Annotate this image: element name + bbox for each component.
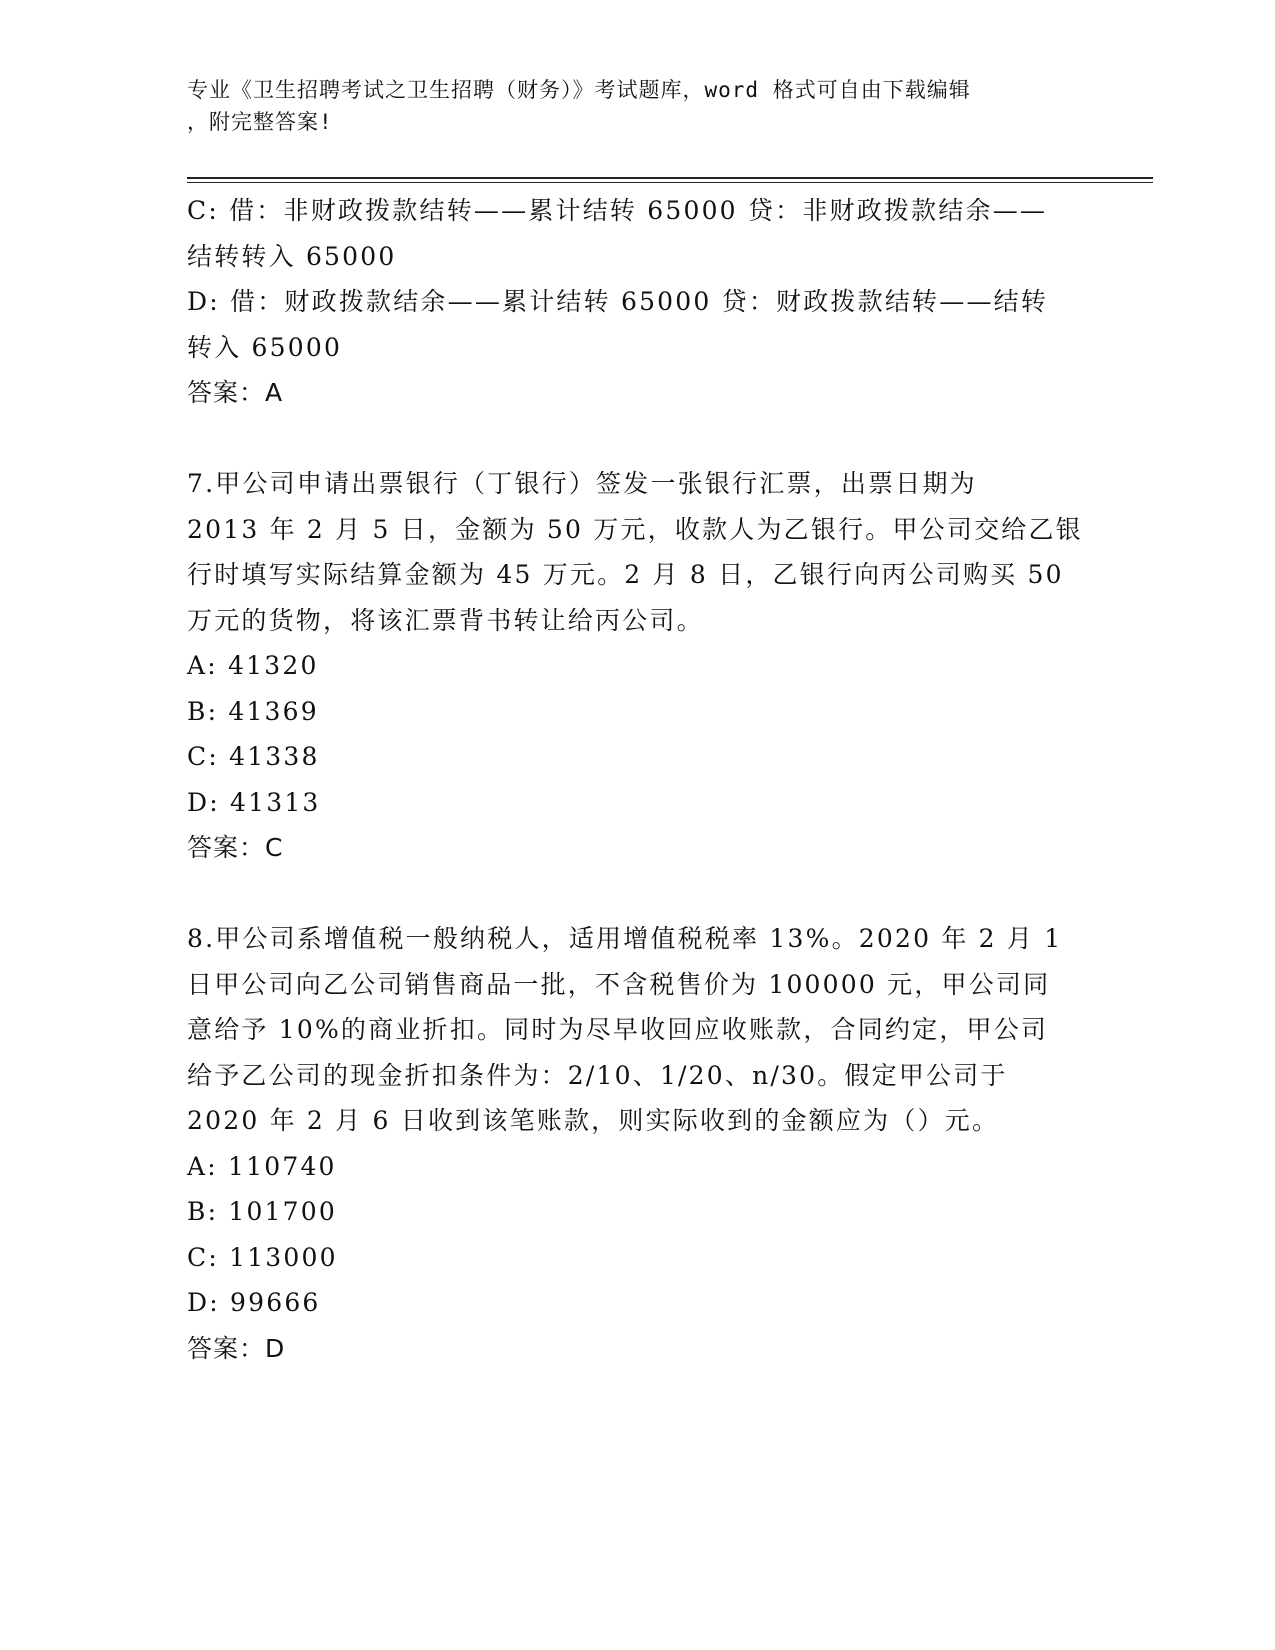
header-rule-thick: [187, 177, 1153, 179]
answer-line: 答案：A: [187, 378, 284, 407]
question-stem-line: 给予乙公司的现金折扣条件为：2/10、1/20、n/30。假定甲公司于: [187, 1060, 1008, 1090]
question-stem-line: 意给予 10%的商业折扣。同时为尽早收回应收账款，合同约定，甲公司: [187, 1015, 1049, 1044]
question-stem-line: 7.甲公司申请出票银行（丁银行）签发一张银行汇票，出票日期为: [187, 469, 977, 498]
option-a: A: 110740: [187, 1151, 337, 1181]
answer-line: 答案：D: [187, 1333, 286, 1363]
question-stem-line: 万元的货物，将该汇票背书转让给丙公司。: [187, 605, 704, 635]
question-stem-line: 2020 年 2 月 6 日收到该笔账款，则实际收到的金额应为（）元。: [187, 1106, 1000, 1135]
question-8: [187, 916, 1087, 1371]
option-c: C: 41338: [187, 742, 320, 771]
header-rule-thin: [187, 182, 1153, 183]
continued-question: [187, 188, 1087, 416]
document-body: [187, 188, 1087, 1371]
option-b: B: 41369: [187, 696, 319, 726]
spacer: [187, 871, 1087, 917]
question-stem-line: 行时填写实际结算金额为 45 万元。2 月 8 日，乙银行向丙公司购买 50: [187, 560, 1064, 589]
option-d: D: 99666: [187, 1288, 321, 1317]
option-c-line-2: 结转转入 65000: [187, 241, 397, 271]
option-c: C: 113000: [187, 1242, 338, 1272]
question-stem-line: 2013 年 2 月 5 日，金额为 50 万元，收款人为乙银行。甲公司交给乙银: [187, 514, 1083, 544]
answer-line: 答案：C: [187, 833, 284, 862]
question-stem-line: 日甲公司向乙公司销售商品一批，不含税售价为 100000 元，甲公司同: [187, 969, 1051, 999]
option-a: A: 41320: [187, 651, 319, 680]
header-line-1: 专业《卫生招聘考试之卫生招聘（财务）》考试题库，word 格式可自由下载编辑: [187, 78, 971, 102]
option-d-line-2: 转入 65000: [187, 332, 343, 362]
option-d: D: 41313: [187, 787, 321, 817]
page-header: [187, 74, 1067, 138]
spacer: [187, 416, 1087, 462]
option-d-line-1: D: 借：财政拨款结余——累计结转 65000 贷：财政拨款结转——结转: [187, 287, 1049, 316]
header-line-2: ，附完整答案!: [187, 110, 333, 134]
option-b: B: 101700: [187, 1197, 337, 1226]
question-7: [187, 461, 1087, 871]
question-stem-line: 8.甲公司系增值税一般纳税人，适用增值税税率 13%。2020 年 2 月 1: [187, 924, 1063, 953]
option-c-line-1: C: 借：非财政拨款结转——累计结转 65000 贷：非财政拨款结余——: [187, 196, 1048, 225]
